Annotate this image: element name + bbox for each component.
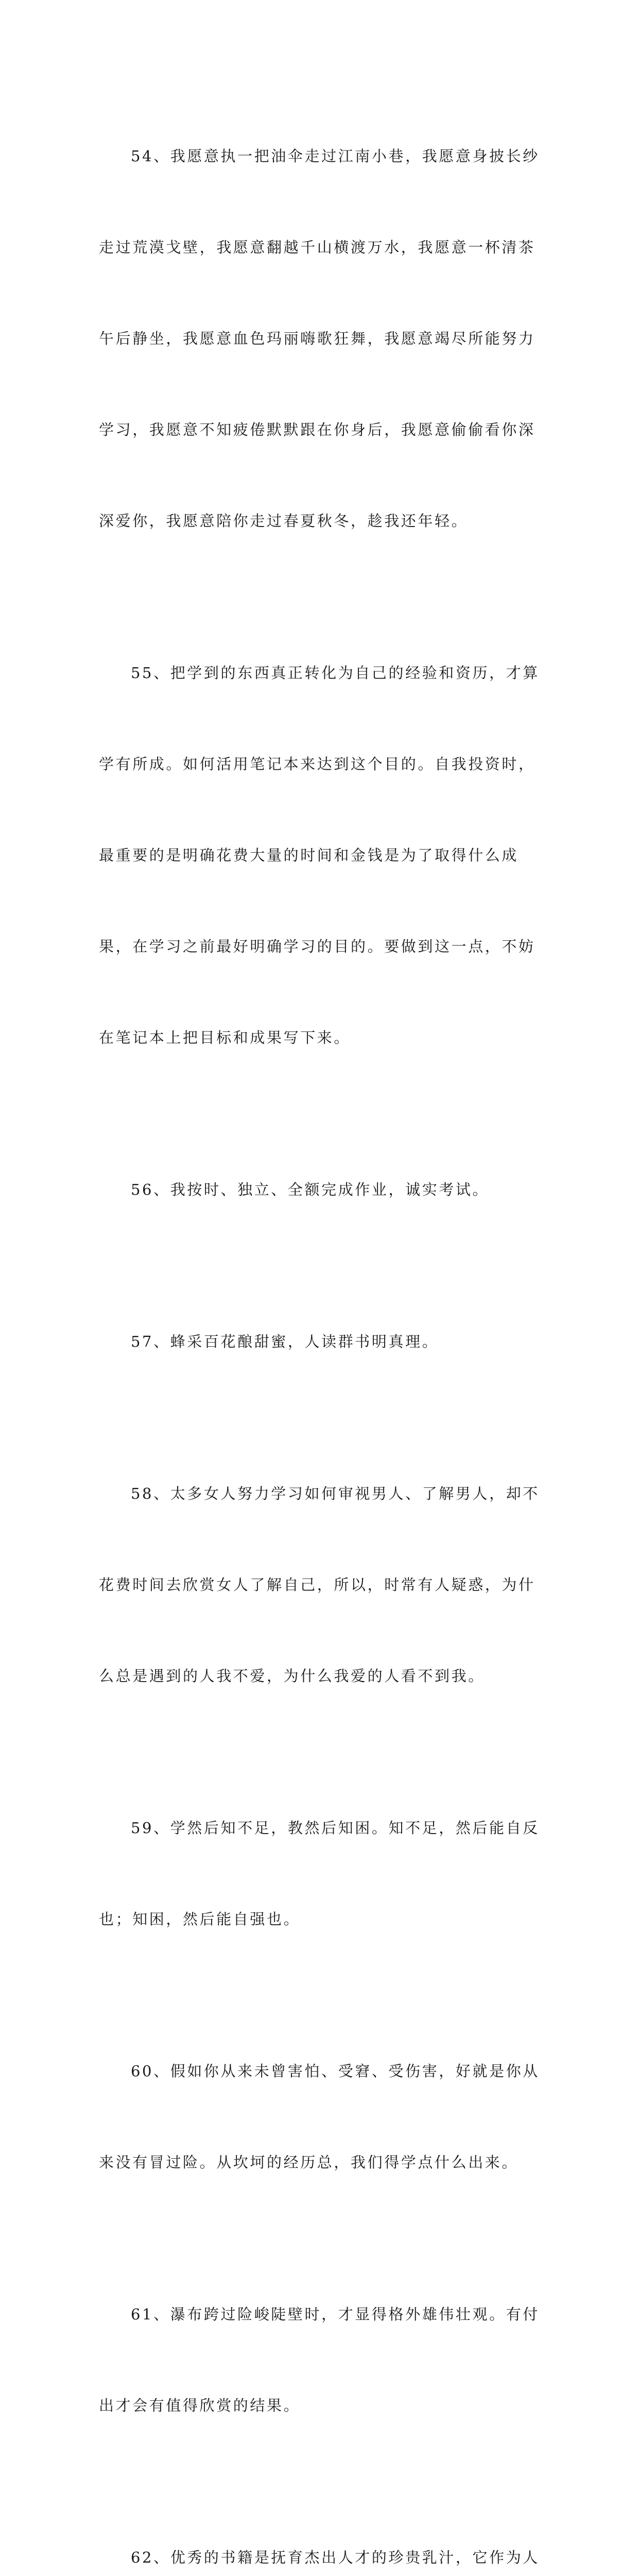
text-line: 学习，我愿意不知疲倦默默跟在你身后，我愿意偷偷看你深: [99, 421, 536, 438]
paragraph-54: [99, 80, 542, 597]
text-line: 学有所成。如何活用笔记本来达到这个目的。自我投资时，: [99, 755, 536, 773]
text-line: 62、优秀的书籍是抚育杰出人才的珍贵乳汁，它作为人: [131, 2549, 540, 2566]
paragraph-61: [99, 2239, 542, 2482]
text-line: 花费时间去欣赏女人了解自己，所以，时常有人疑惑，为什: [99, 1576, 536, 1594]
text-line: 58、太多女人努力学习如何审视男人、了解男人，却不: [131, 1485, 540, 1502]
text-line: 午后静坐，我愿意血色玛丽嗨歌狂舞，我愿意竭尽所能努力: [99, 330, 536, 347]
paragraph-55: [99, 597, 542, 1114]
paragraph-59: [99, 1752, 542, 1995]
text-line: 60、假如你从来未曾害怕、受窘、受伤害，好就是你从: [131, 2062, 540, 2080]
text-line: 出才会有值得欣赏的结果。: [99, 2397, 301, 2414]
text-line: 54、我愿意执一把油伞走过江南小巷，我愿意身披长纱: [131, 147, 540, 165]
text-line: 来没有冒过险。从坎坷的经历总，我们得学点什么出来。: [99, 2154, 519, 2171]
text-line: 果，在学习之前最好明确学习的目的。要做到这一点，不妨: [99, 938, 536, 955]
text-line: 最重要的是明确花费大量的时间和金钱是为了取得什么成: [99, 846, 519, 864]
text-line: 61、瀑布跨过险峻陡壁时，才显得格外雄伟壮观。有付: [131, 2306, 540, 2323]
text-line: 55、把学到的东西真正转化为自己的经验和资历，才算: [131, 664, 540, 682]
paragraph-60: [99, 1995, 542, 2239]
text-line: 也；知困，然后能自强也。: [99, 1910, 301, 1928]
text-line: 在笔记本上把目标和成果写下来。: [99, 1029, 351, 1046]
text-line: 59、学然后知不足，教然后知困。知不足，然后能自反: [131, 1819, 540, 1837]
text-line: 57、蜂采百花酿甜蜜，人读群书明真理。: [131, 1333, 439, 1350]
text-line: 深爱你，我愿意陪你走过春夏秋冬，趁我还年轻。: [99, 512, 469, 530]
paragraph-56: [99, 1114, 542, 1266]
paragraph-57: [99, 1266, 542, 1418]
paragraph-58: [99, 1418, 542, 1752]
text-line: 走过荒漠戈壁，我愿意翻越千山横渡万水，我愿意一杯清茶: [99, 239, 536, 256]
text-line: 么总是遇到的人我不爱，为什么我爱的人看不到我。: [99, 1667, 485, 1685]
paragraph-62: [99, 2482, 542, 2576]
document-body: [99, 80, 542, 2576]
text-line: 56、我按时、独立、全额完成作业，诚实考试。: [131, 1181, 490, 1198]
